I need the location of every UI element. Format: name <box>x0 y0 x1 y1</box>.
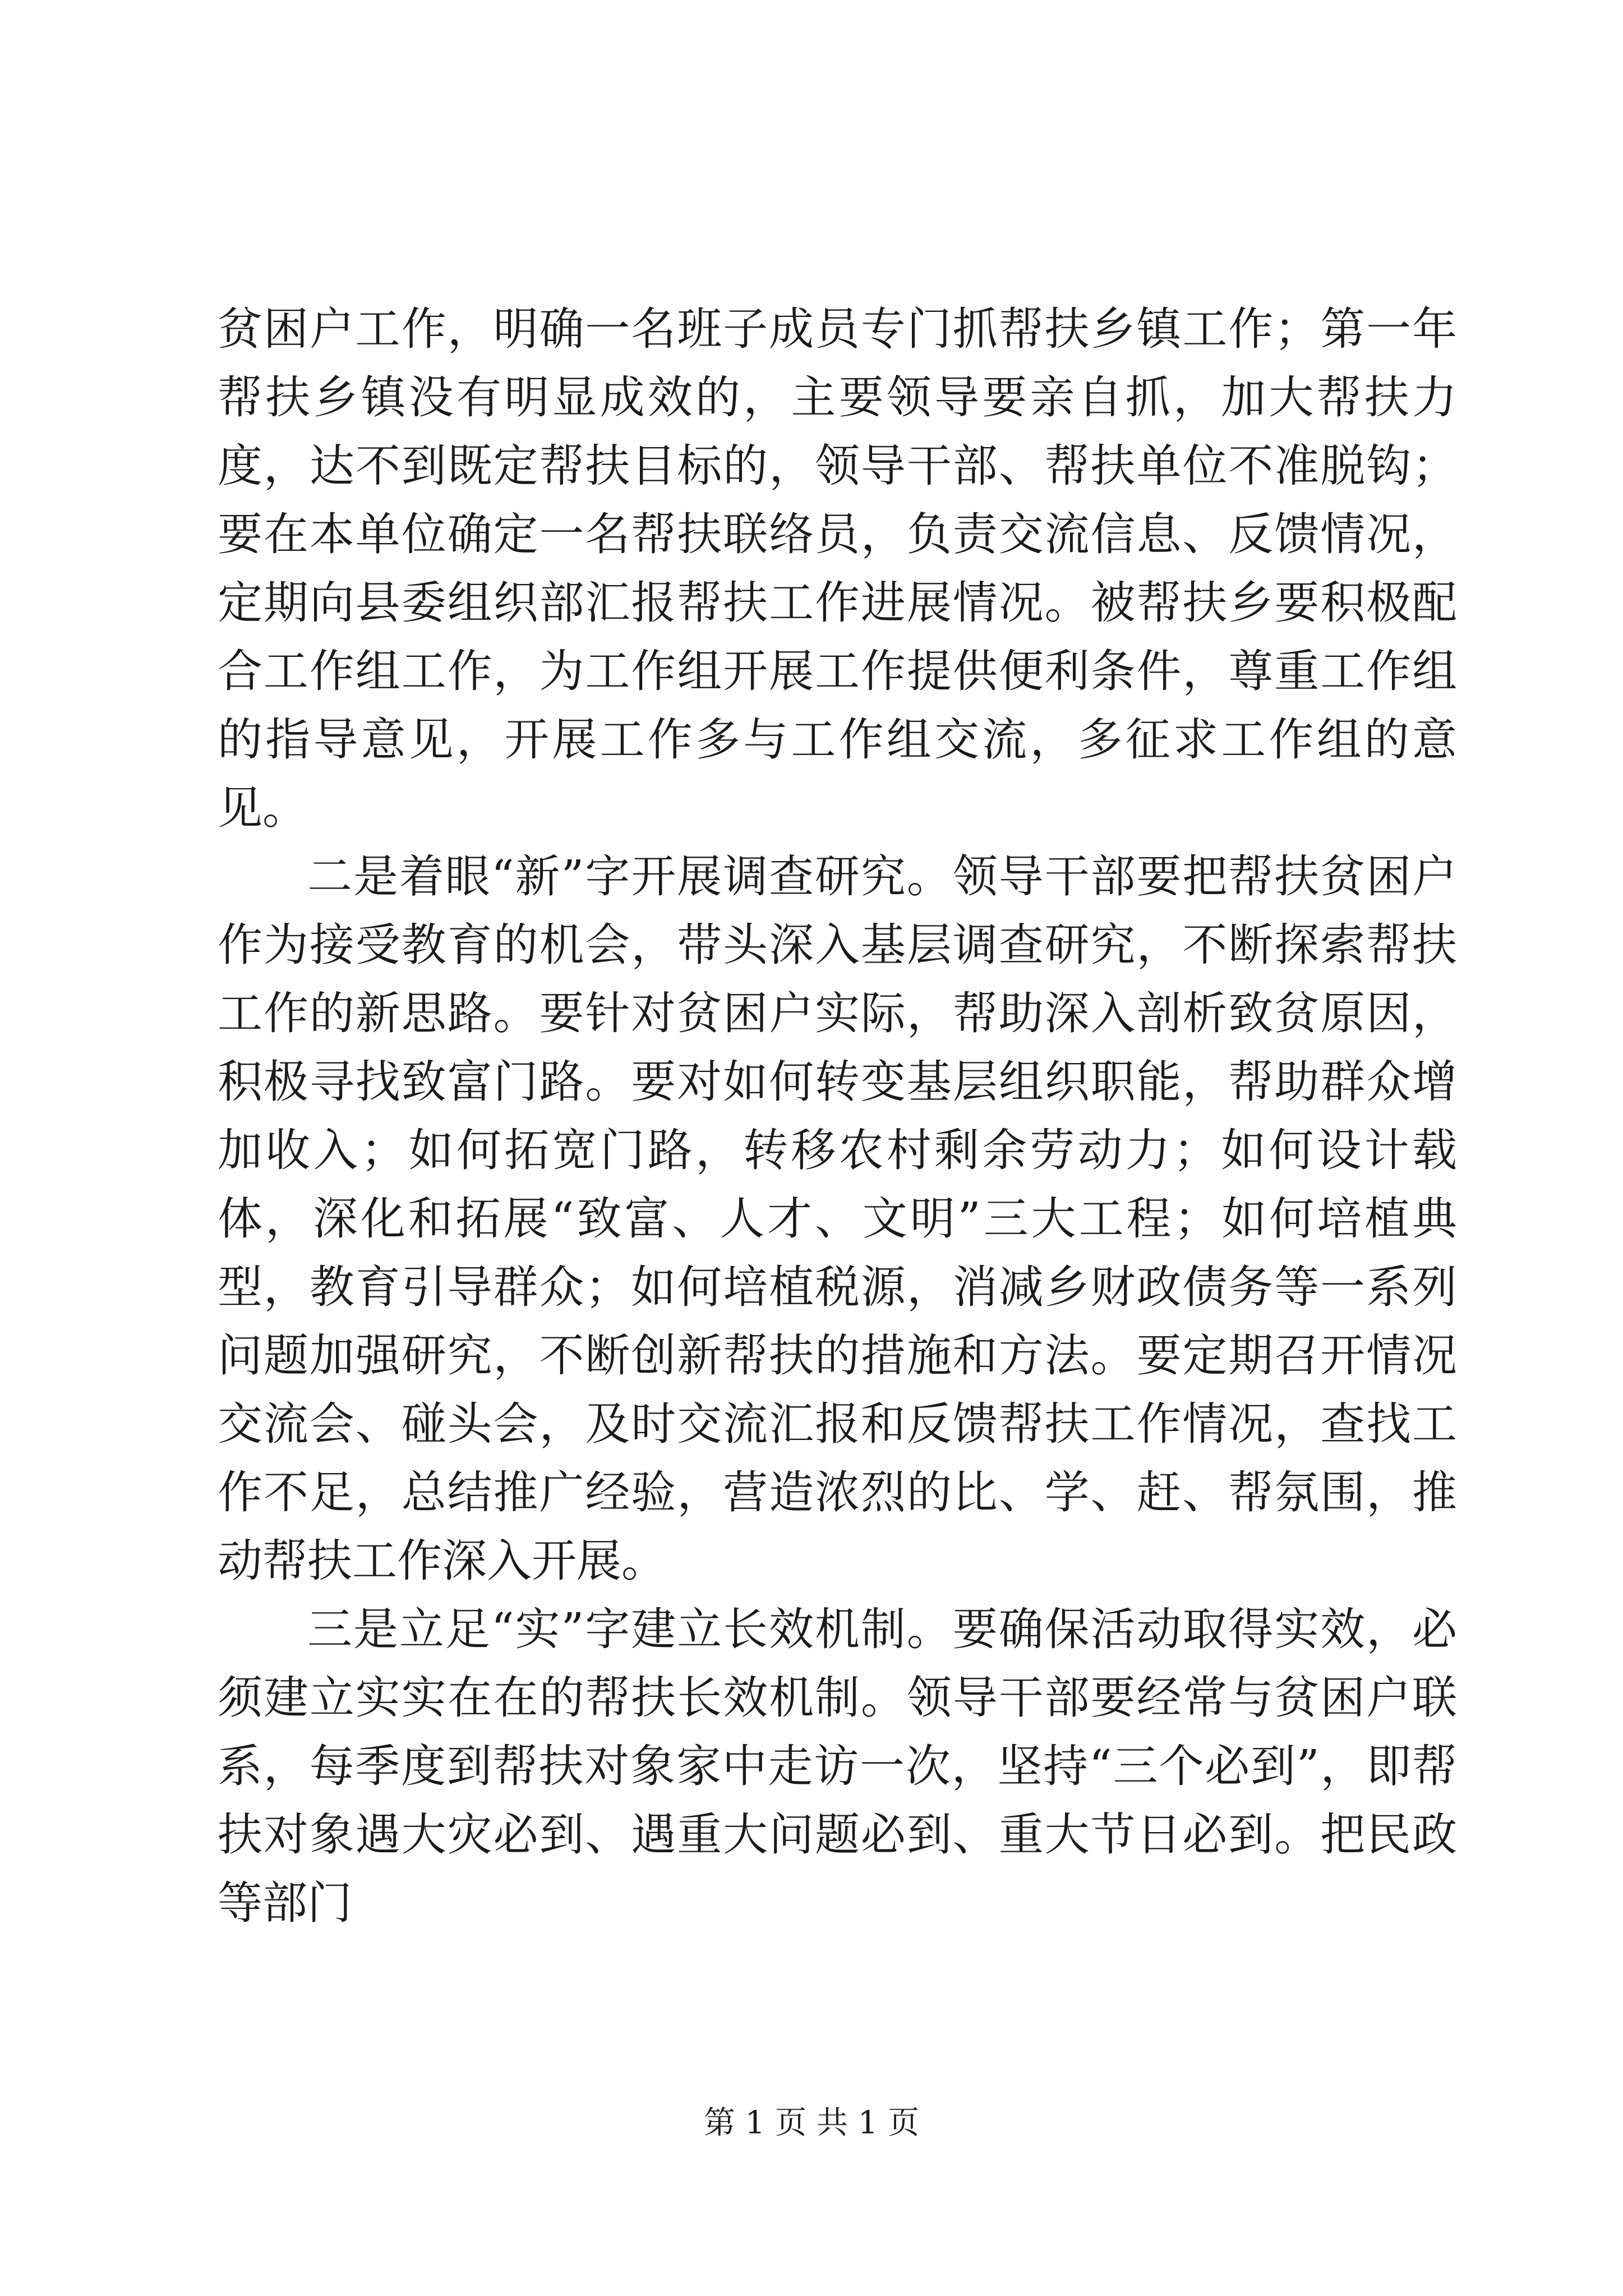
paragraph-3: 三是立足“实”字建立长效机制。要确保活动取得实效，必须建立实实在在的帮扶长效机制。领导干部要经常与贫困户联系，每季度到帮扶对象家中走访一次，坚持“三个必到”，即帮扶对象遇大灾必到、遇重大问题必到、重大节日必到。把民政等部门 <box>218 1603 1457 1929</box>
paragraph-1: 贫困户工作，明确一名班子成员专门抓帮扶乡镇工作；第一年帮扶乡镇没有明显成效的，主要领导要亲自抓，加大帮扶力度，达不到既定帮扶目标的，领导干部、帮扶单位不准脱钩；要在本单位确定一名帮扶联络员，负责交流信息、反馈情况，定期向县委组织部汇报帮扶工作进展情况。被帮扶乡要积极配合工作组工作，为工作组开展工作提供便利条件，尊重工作组的指导意见，开展工作多与工作组交流，多征求工作组的意见。 <box>218 303 1457 834</box>
document-body <box>218 295 1457 1938</box>
paragraph-2: 二是着眼“新”字开展调查研究。领导干部要把帮扶贫困户作为接受教育的机会，带头深入基层调查研究，不断探索帮扶工作的新思路。要针对贫困户实际，帮助深入剖析致贫原因，积极寻找致富门路。要对如何转变基层组织职能，帮助群众增加收入；如何拓宽门路，转移农村剩余劳动力；如何设计载体，深化和拓展“致富、人才、文明”三大工程；如何培植典型，教育引导群众；如何培植税源，消减乡财政债务等一系列问题加强研究，不断创新帮扶的措施和方法。要定期召开情况交流会、碰头会，及时交流汇报和反馈帮扶工作情况，查找工作不足，总结推广经验，营造浓烈的比、学、赶、帮氛围，推动帮扶工作深入开展。 <box>218 850 1457 1587</box>
page-number-footer: 第 1 页 共 1 页 <box>703 2105 920 2141</box>
